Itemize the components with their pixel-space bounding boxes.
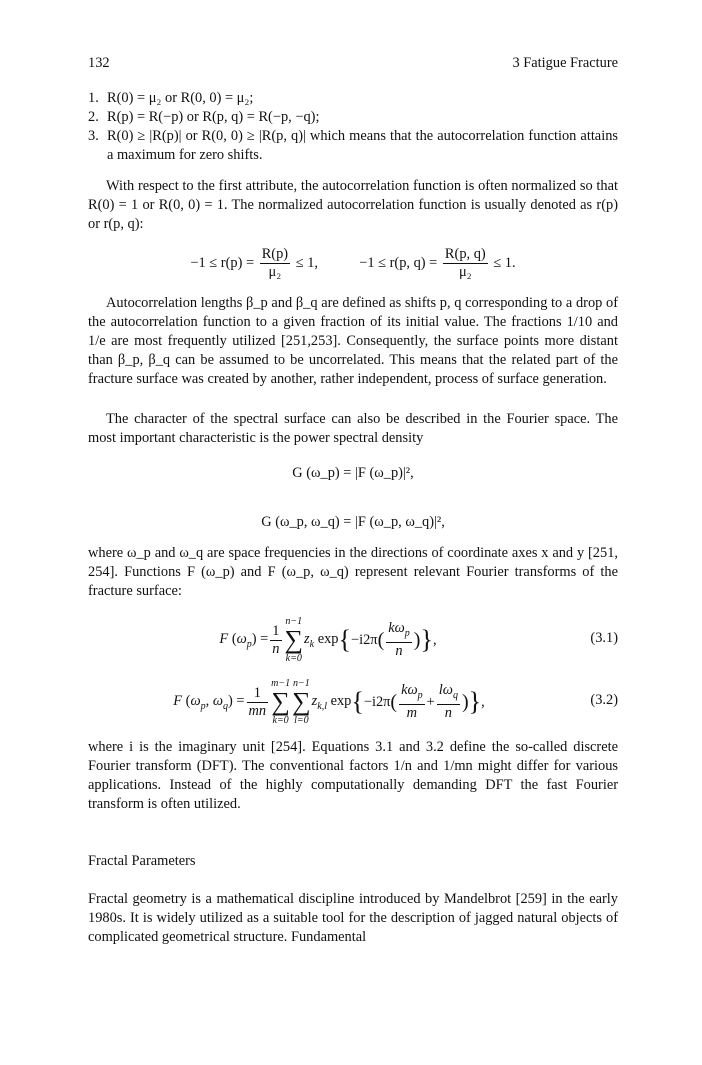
paragraph: With respect to the first attribute, the autocorrelation function is often normalized so that R(0) = 1 or R(0, 0) = 1. The normalized autocorrelation function is usually denoted as r(p) or r(p, q): — [88, 178, 618, 232]
list-number: 3. — [88, 128, 99, 144]
page — [88, 0, 618, 1065]
paragraph: Autocorrelation lengths β_p and β_q are defined as shifts p, q corresponding to a drop of the autocorrelation function to a given fraction of its initial value. The fractions 1/10 and 1/e are most frequently utilized [251,253]. Consequently, the surface points more distant than β_p, β_q can be assumed to be uncorrelated. This means that the related part of the fracture surface was created by another, rather independent, process of surface generation. — [88, 295, 618, 387]
list-number: 2. — [88, 109, 99, 125]
equation-3-2: F ($\omega_p$, $\omega_q$) = $\frac{1}{mn}$ m−1 ∑ k=0 n−1 ∑ l=0 $z_{k,l}$ exp { −i2π ( $\frac{k\omega_p}{m}$ + $\frac{l\omega_q}{n}$ ) } , (3.2) — [173, 678, 618, 726]
list-text: R(0) ≥ |R(p)| or R(0, 0) ≥ |R(p, q)| which means that the autocorrelation function attains a maximum for zero shifts. — [107, 128, 618, 163]
attribute-list — [88, 89, 618, 165]
list-item — [88, 108, 618, 127]
chapter-title: 3 Fatigue Fracture — [512, 55, 618, 71]
equation-psd-1d: G (ω_p) = |F (ω_p)|², — [292, 465, 414, 481]
paragraph: where ω_p and ω_q are space frequencies in the directions of coordinate axes x and y [251, 254]. Functions F (ω_p) and F (ω_p, ω_q) represent relevant Fourier transforms of the fracture surface: — [88, 545, 618, 599]
equation-psd-2d: G (ω_p, ω_q) = |F (ω_p, ω_q)|², — [261, 514, 445, 530]
list-text: R(0) = μ₂ or R(0, 0) = μ₂; — [107, 90, 254, 106]
equation-3-1: F $(\omega_p)$ = $\frac{1}{n}$ n−1 ∑ k=0 $z_k$ exp { −i2π ( $\frac{k\omega_p}{n}$ ) } , (3.1) — [219, 616, 618, 664]
list-item — [88, 89, 618, 108]
list-number: 1. — [88, 90, 99, 106]
equation-number: (3.2) — [590, 692, 618, 708]
paragraph: Fractal geometry is a mathematical discipline introduced by Mandelbrot [259] in the early 1980s. It is widely utilized as a suitable tool for the description of jagged natural objects of complicated geometrical structure. Fundamental — [88, 891, 618, 945]
page-number: 132 — [88, 55, 110, 71]
paragraph: The character of the spectral surface can also be described in the Fourier space. The most important characteristic is the power spectral density — [88, 411, 618, 446]
paragraph: where i is the imaginary unit [254]. Equations 3.1 and 3.2 define the so-called discrete Fourier transform (DFT). The conventional factors 1/n and 1/mn might differ for various applications. Instead of the highly computationally demanding DFT the fast Fourier transform is often utilized. — [88, 739, 618, 812]
equation-number: (3.1) — [590, 630, 618, 646]
list-text: R(p) = R(−p) or R(p, q) = R(−p, −q); — [107, 109, 320, 125]
section-heading: Fractal Parameters — [88, 853, 196, 869]
equation-normalized-autocorrelation: −1 ≤ r(p) = $\frac{R(p)}{\text{μ₂}}$ ≤ 1, −1 ≤ r(p, q) = $\frac{R(p, q)}{\text{μ₂}}$ ≤ 1. — [190, 246, 516, 280]
list-item — [88, 127, 618, 165]
